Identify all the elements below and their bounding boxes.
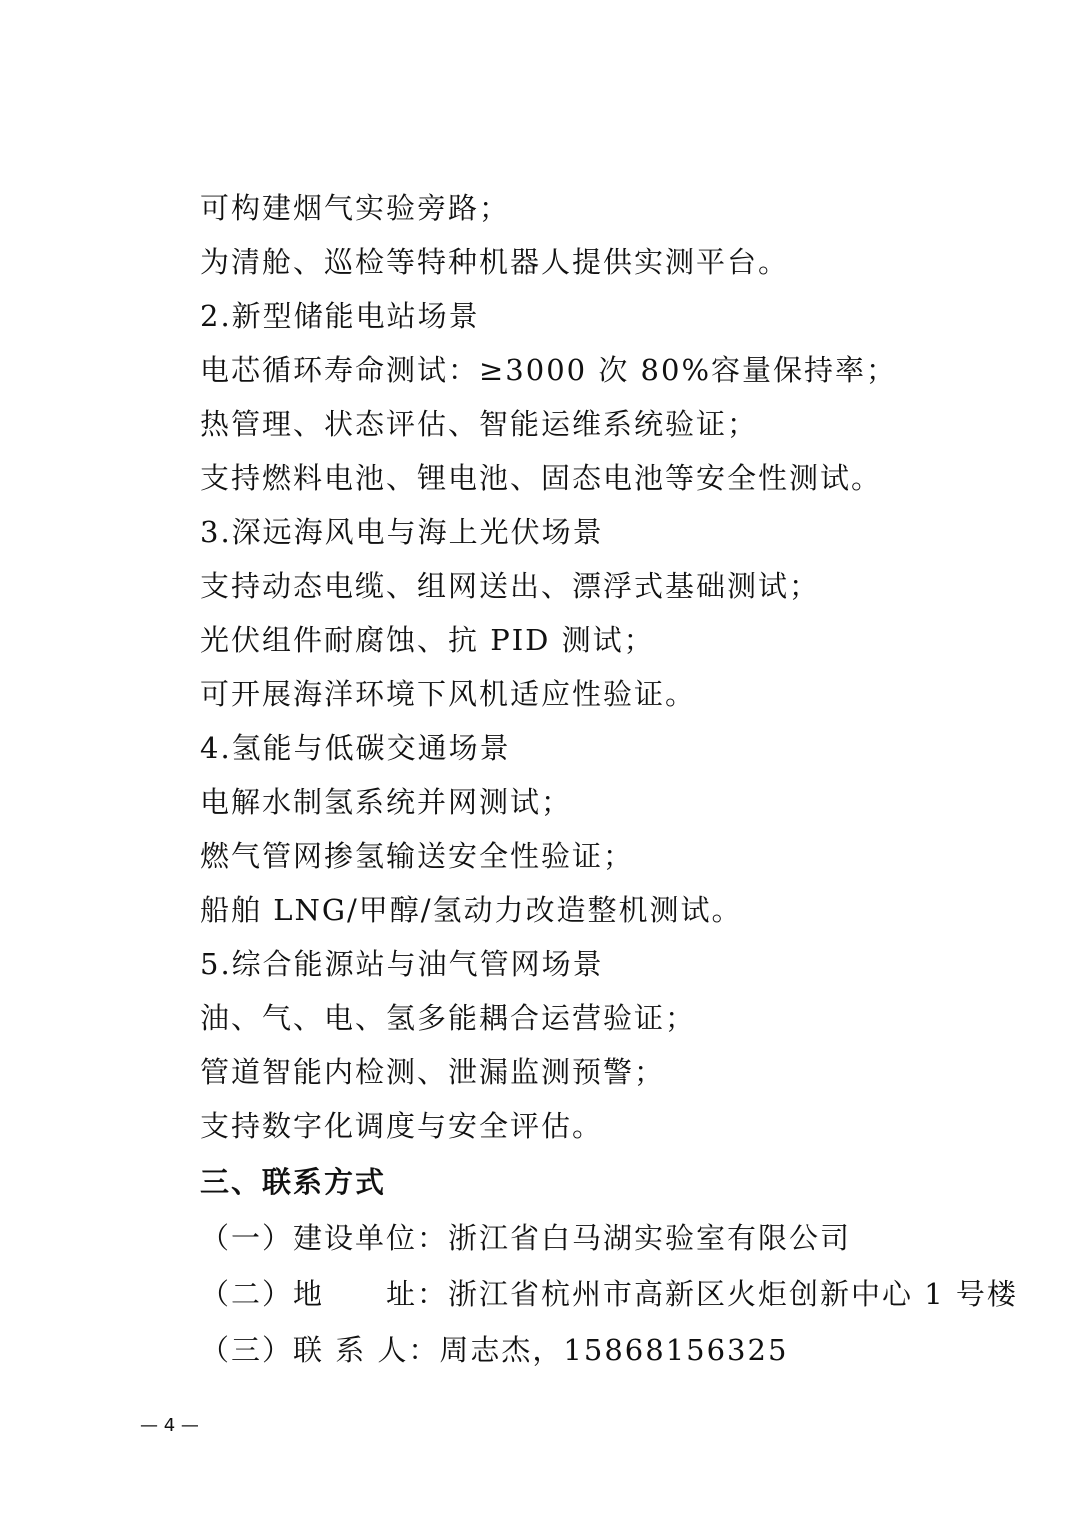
body-line: 油、气、电、氢多能耦合运营验证； [200,1001,697,1035]
page-number: — 4 — [140,1415,199,1436]
subsection-heading: 4.氢能与低碳交通场景 [200,731,511,765]
body-line: 船舶 LNG/甲醇/氢动力改造整机测试。 [200,893,743,927]
contact-person: （三）联 系 人：周志杰，15868156325 [200,1333,789,1367]
body-line: 热管理、状态评估、智能运维系统验证； [200,407,759,441]
body-line: 支持燃料电池、锂电池、固态电池等安全性测试。 [200,461,883,495]
body-line: 电芯循环寿命测试：≥3000 次 80%容量保持率； [200,353,897,387]
body-line: 可开展海洋环境下风机适应性验证。 [200,677,697,711]
subsection-heading: 2.新型储能电站场景 [200,299,480,333]
subsection-heading: 3.深远海风电与海上光伏场景 [200,515,604,549]
body-line: 为清舱、巡检等特种机器人提供实测平台。 [200,245,790,279]
contact-organization: （一）建设单位：浙江省白马湖实验室有限公司 [200,1221,852,1255]
body-line: 支持动态电缆、组网送出、漂浮式基础测试； [200,569,821,603]
body-line: 电解水制氢系统并网测试； [200,785,573,819]
body-line: 光伏组件耐腐蚀、抗 PID 测试； [200,623,655,657]
subsection-heading: 5.综合能源站与油气管网场景 [200,947,604,981]
body-line: 管道智能内检测、泄漏监测预警； [200,1055,666,1089]
body-line: 支持数字化调度与安全评估。 [200,1109,604,1143]
section-heading: 三、联系方式 [200,1165,387,1199]
body-line: 燃气管网掺氢输送安全性验证； [200,839,635,873]
body-line: 可构建烟气实验旁路； [200,191,511,225]
contact-address: （二）地 址：浙江省杭州市高新区火炬创新中心 1 号楼 [200,1277,1018,1311]
